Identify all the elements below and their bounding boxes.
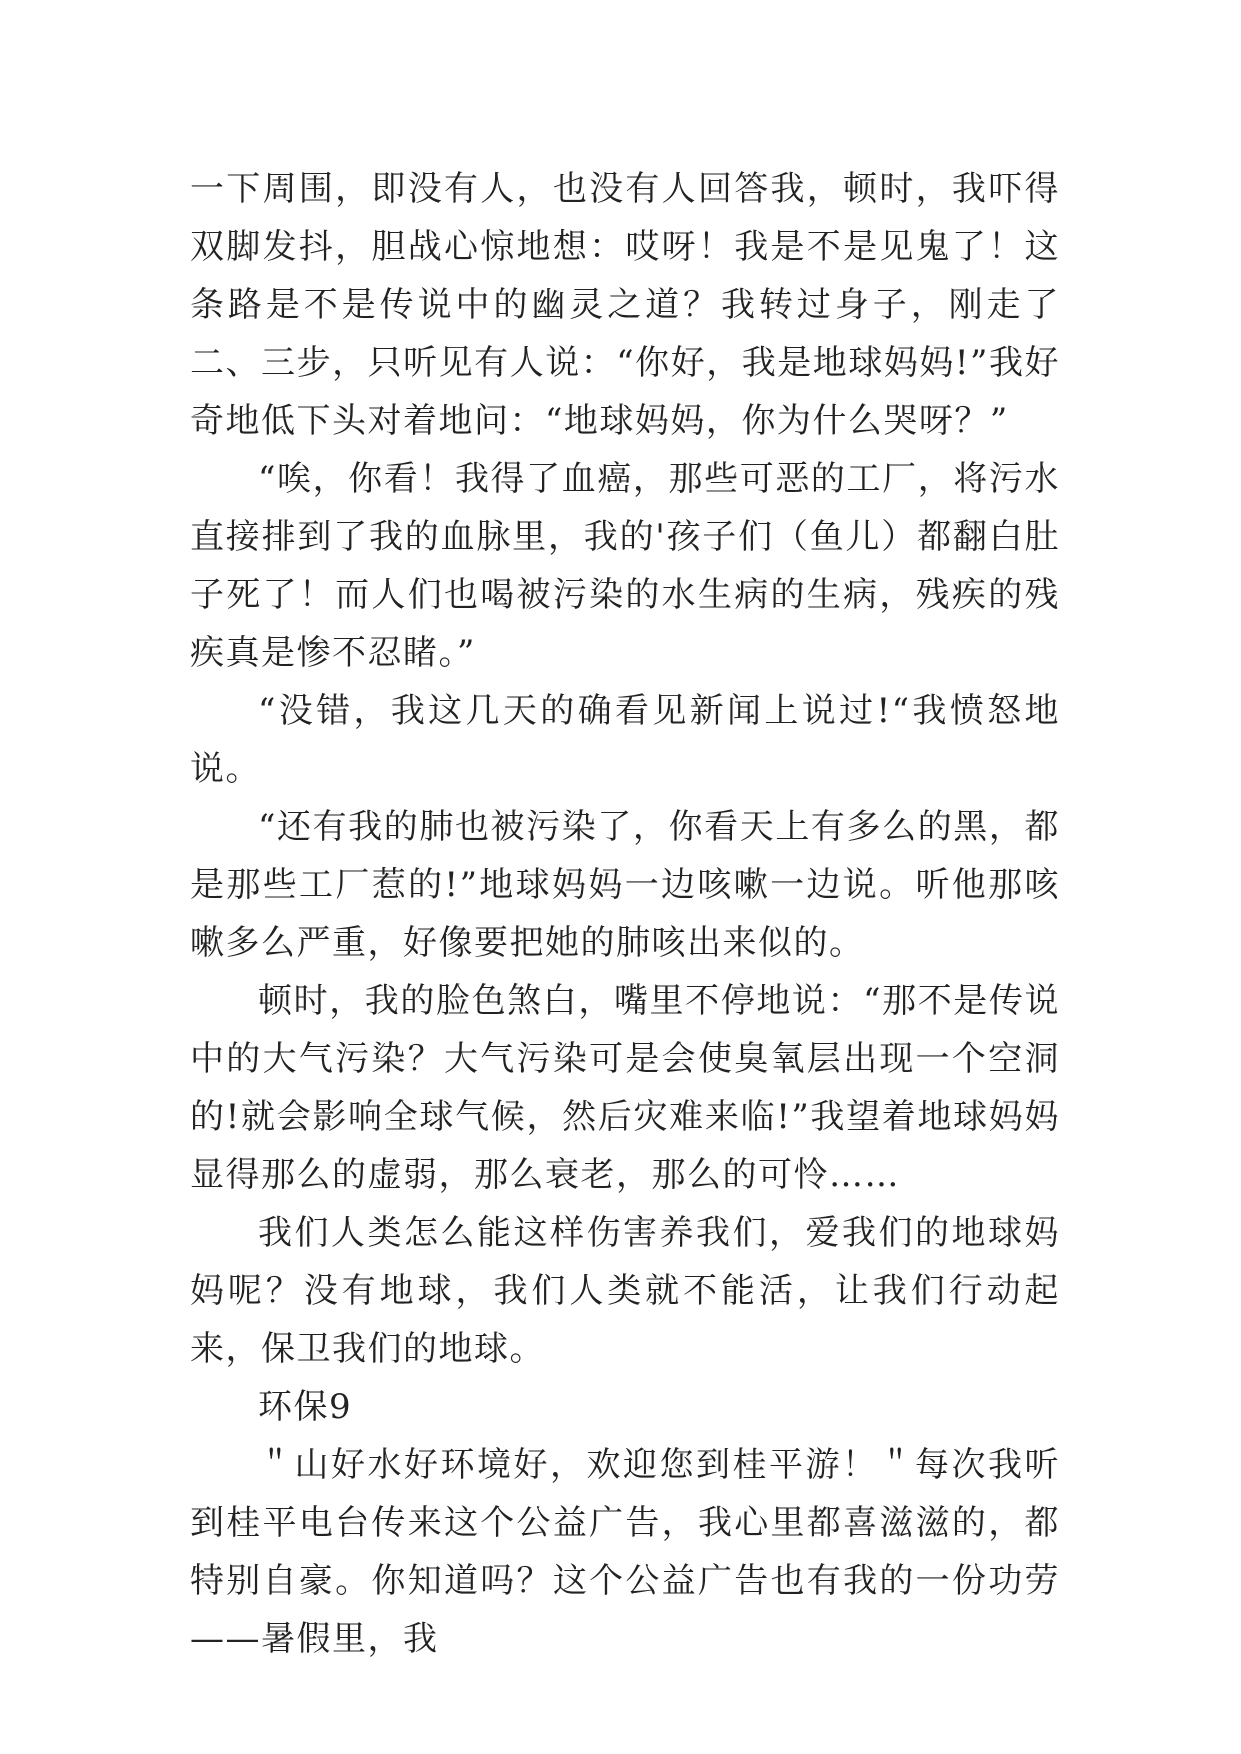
- paragraph-air-pollution: 顿时，我的脸色煞白，嘴里不停地说：“那不是传说中的大气污染？大气污染可是会使臭氧层出现一个空洞的!就会影响全球气候，然后灾难来临!”我望着地球妈妈显得那么的虚弱，那么衰老，那么的可怜……: [190, 981, 1060, 1195]
- document-body: [190, 160, 1060, 1668]
- paragraph-lungs: “还有我的肺也被污染了，你看天上有多么的黑，都是那些工厂惹的!”地球妈妈一边咳嗽一边说。听他那咳嗽多么严重，好像要把她的肺咳出来似的。: [190, 807, 1060, 963]
- paragraph-blood-cancer: “唉，你看！我得了血癌，那些可恶的工厂，将污水直接排到了我的血脉里，我的'孩子们（鱼儿）都翻白肚子死了！而人们也喝被污染的水生病的生病，残疾的残疾真是惨不忍睹。”: [190, 459, 1060, 673]
- section-heading: 环保9: [258, 1387, 353, 1427]
- paragraph-guiping: ＂山好水好环境好，欢迎您到桂平游！＂每次我听到桂平电台传来这个公益广告，我心里都喜滋滋的，都特别自豪。你知道吗？这个公益广告也有我的一份功劳——暑假里，我: [190, 1445, 1060, 1659]
- paragraph-continuation: 一下周围，即没有人，也没有人回答我，顿时，我吓得双脚发抖，胆战心惊地想：哎呀！我是不是见鬼了！这条路是不是传说中的幽灵之道？我转过身子，刚走了二、三步，只听见有人说：“你好，我是地球妈妈!”我好奇地低下头对着地问：“地球妈妈，你为什么哭呀？”: [190, 169, 1060, 441]
- paragraph-news: “没错，我这几天的确看见新闻上说过!“我愤怒地说。: [190, 691, 1060, 789]
- paragraph-protect-earth: 我们人类怎么能这样伤害养我们，爱我们的地球妈妈呢？没有地球，我们人类就不能活，让我们行动起来，保卫我们的地球。: [190, 1213, 1060, 1369]
